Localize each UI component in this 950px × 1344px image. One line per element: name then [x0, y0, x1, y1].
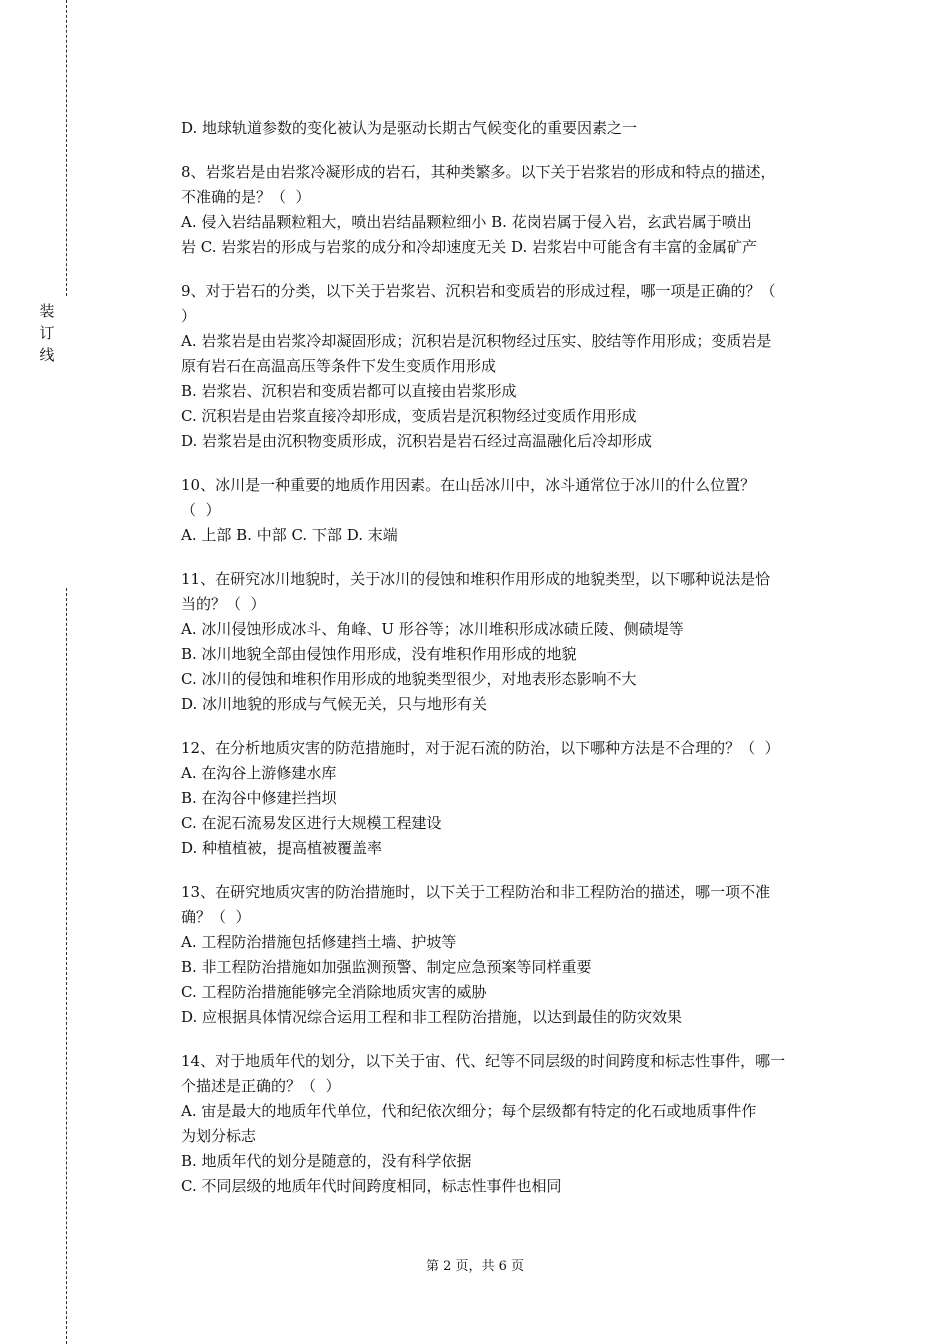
question-line: 9、对于岩石的分类，以下关于岩浆岩、沉积岩和变质岩的形成过程，哪一项是正确的？（	[181, 282, 776, 300]
binding-char: 装	[39, 302, 55, 320]
question-line: 原有岩石在高温高压等条件下发生变质作用形成	[181, 357, 497, 375]
question-line: 确？（ ）	[181, 908, 251, 926]
question-block	[181, 880, 841, 1030]
question-block	[181, 736, 841, 861]
question-line: C. 冰川的侵蚀和堆积作用形成的地貌类型很少，对地表形态影响不大	[181, 670, 637, 688]
question-line: 11、在研究冰川地貌时，关于冰川的侵蚀和堆积作用形成的地貌类型，以下哪种说法是恰	[181, 570, 771, 588]
question-line: 13、在研究地质灾害的防治措施时，以下关于工程防治和非工程防治的描述，哪一项不准	[181, 883, 771, 901]
question-line: A. 冰川侵蚀形成冰斗、角峰、U 形谷等；冰川堆积形成冰碛丘陵、侧碛堤等	[181, 620, 684, 638]
question-line: A. 宙是最大的地质年代单位，代和纪依次细分；每个层级都有特定的化石或地质事件作	[181, 1102, 757, 1120]
question-line: C. 在泥石流易发区进行大规模工程建设	[181, 814, 442, 832]
question-line: C. 沉积岩是由岩浆直接冷却形成，变质岩是沉积物经过变质作用形成	[181, 407, 637, 425]
question-line: 10、冰川是一种重要的地质作用因素。在山岳冰川中，冰斗通常位于冰川的什么位置？	[181, 476, 756, 494]
question-line: D. 地球轨道参数的变化被认为是驱动长期古气候变化的重要因素之一	[181, 119, 638, 137]
question-line: 岩 C. 岩浆岩的形成与岩浆的成分和冷却速度无关 D. 岩浆岩中可能含有丰富的金属矿产	[181, 238, 758, 256]
question-content	[181, 116, 841, 1199]
question-line: A. 岩浆岩是由岩浆冷却凝固形成；沉积岩是沉积物经过压实、胶结等作用形成；变质岩是	[181, 332, 772, 350]
question-line: D. 应根据具体情况综合运用工程和非工程防治措施，以达到最佳的防灾效果	[181, 1008, 683, 1026]
question-line: 8、岩浆岩是由岩浆冷凝形成的岩石，其种类繁多。以下关于岩浆岩的形成和特点的描述，	[181, 163, 776, 181]
binding-char: 订	[39, 324, 55, 342]
question-line: B. 地质年代的划分是随意的，没有科学依据	[181, 1152, 472, 1170]
question-block	[181, 279, 841, 454]
question-line: D. 种植植被，提高植被覆盖率	[181, 839, 383, 857]
question-line: 当的？（ ）	[181, 595, 266, 613]
question-line: （ ）	[181, 501, 221, 519]
question-block	[181, 473, 841, 548]
question-block	[181, 160, 841, 260]
question-line: D. 冰川地貌的形成与气候无关，只与地形有关	[181, 695, 488, 713]
binding-line-bottom	[66, 588, 67, 1344]
page-footer: 第 2 页，共 6 页	[425, 1259, 525, 1274]
question-line: D. 岩浆岩是由沉积物变质形成，沉积岩是岩石经过高温融化后冷却形成	[181, 432, 653, 450]
question-line: A. 侵入岩结晶颗粒粗大，喷出岩结晶颗粒细小 B. 花岗岩属于侵入岩，玄武岩属于喷出	[181, 213, 752, 231]
question-line: A. 在沟谷上游修建水库	[181, 764, 337, 782]
question-line: B. 在沟谷中修建拦挡坝	[181, 789, 337, 807]
binding-label	[38, 300, 56, 366]
question-block	[181, 567, 841, 717]
question-block	[181, 116, 841, 141]
question-line: B. 非工程防治措施如加强监测预警、制定应急预案等同样重要	[181, 958, 592, 976]
question-line: 个描述是正确的？（ ）	[181, 1077, 341, 1095]
question-line: A. 上部 B. 中部 C. 下部 D. 末端	[181, 526, 398, 544]
question-block	[181, 1049, 841, 1199]
question-line: A. 工程防治措施包括修建挡土墙、护坡等	[181, 933, 457, 951]
question-line: 不准确的是？（ ）	[181, 188, 311, 206]
question-line: B. 冰川地貌全部由侵蚀作用形成，没有堆积作用形成的地貌	[181, 645, 577, 663]
question-line: B. 岩浆岩、沉积岩和变质岩都可以直接由岩浆形成	[181, 382, 517, 400]
question-line: 12、在分析地质灾害的防范措施时，对于泥石流的防治，以下哪种方法是不合理的？（ ）	[181, 739, 780, 757]
question-line: 14、对于地质年代的划分，以下关于宙、代、纪等不同层级的时间跨度和标志性事件，哪一	[181, 1052, 786, 1070]
question-line: 为划分标志	[181, 1127, 257, 1145]
question-line: ）	[181, 307, 197, 325]
question-line: C. 不同层级的地质年代时间跨度相同，标志性事件也相同	[181, 1177, 562, 1195]
binding-line-top	[66, 0, 67, 296]
binding-char: 线	[39, 346, 55, 364]
question-line: C. 工程防治措施能够完全消除地质灾害的威胁	[181, 983, 487, 1001]
